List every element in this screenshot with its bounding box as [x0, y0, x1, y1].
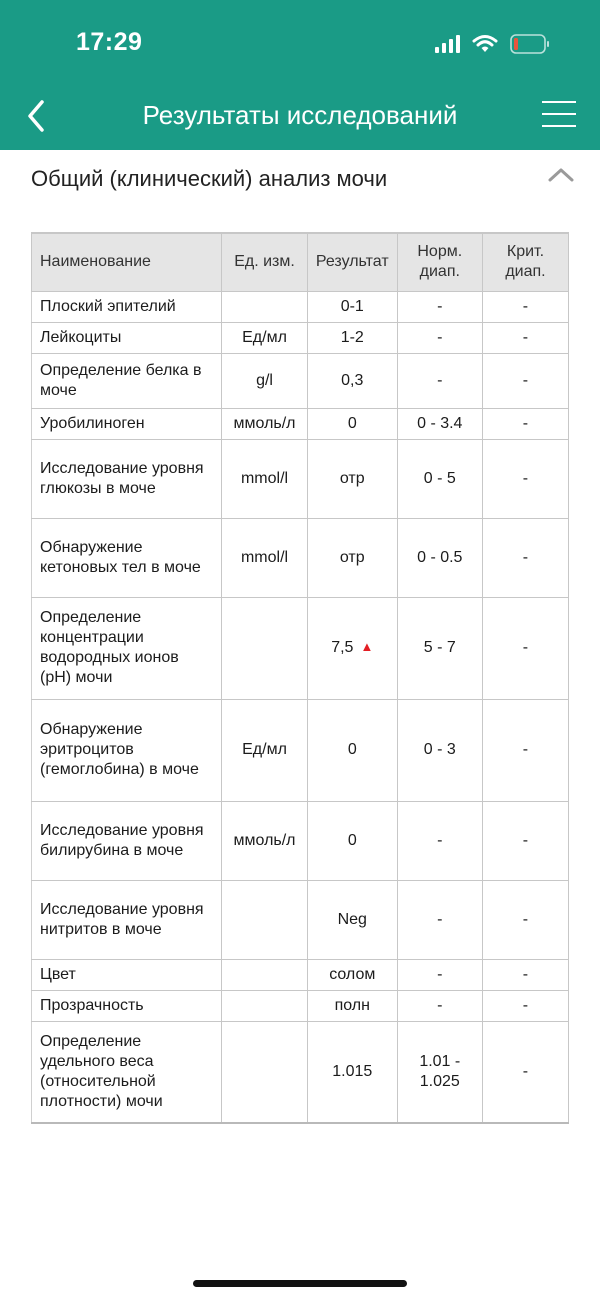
row-norm-range: -	[397, 959, 482, 990]
hamburger-menu-icon	[542, 101, 576, 103]
chevron-up-icon	[546, 164, 576, 186]
page-title: Результаты исследований	[142, 100, 458, 130]
row-name: Уробилиноген	[32, 408, 222, 439]
table-row	[32, 597, 569, 699]
table-row	[32, 880, 569, 959]
row-crit-range: -	[482, 597, 568, 699]
row-unit: mmol/l	[222, 439, 308, 518]
row-crit-range: -	[482, 408, 568, 439]
home-indicator[interactable]	[193, 1280, 407, 1287]
table-row	[32, 408, 569, 439]
row-norm-range: -	[397, 801, 482, 880]
column-header-crit-range: Крит. диап.	[482, 233, 568, 291]
row-name: Исследование уровня билирубина в моче	[32, 801, 222, 880]
row-crit-range: -	[482, 518, 568, 597]
table-row	[32, 439, 569, 518]
triangle-up-icon: ▲	[360, 639, 374, 654]
row-result: 0	[307, 408, 397, 439]
row-crit-range: -	[482, 990, 568, 1021]
row-norm-range: 1.01 - 1.025	[397, 1021, 482, 1123]
row-name: Исследование уровня глюкозы в моче	[32, 439, 222, 518]
table-row	[32, 518, 569, 597]
row-name: Определение концентрации водородных ионов (pH) мочи	[32, 597, 222, 699]
column-header-unit: Ед. изм.	[222, 233, 308, 291]
row-unit: mmol/l	[222, 518, 308, 597]
row-result: отр	[307, 518, 397, 597]
column-header-result: Результат	[307, 233, 397, 291]
row-name: Плоский эпителий	[32, 291, 222, 322]
row-unit	[222, 291, 308, 322]
table-row	[32, 291, 569, 322]
row-unit	[222, 1021, 308, 1123]
row-crit-range: -	[482, 322, 568, 353]
row-crit-range: -	[482, 801, 568, 880]
row-name: Лейкоциты	[32, 322, 222, 353]
cellular-signal-icon	[435, 35, 460, 53]
row-unit	[222, 990, 308, 1021]
section-title: Общий (клинический) анализ мочи	[31, 166, 388, 191]
row-crit-range: -	[482, 1021, 568, 1123]
row-norm-range: -	[397, 291, 482, 322]
row-norm-range: -	[397, 990, 482, 1021]
row-result: 0-1	[307, 291, 397, 322]
row-name: Обнаружение эритроцитов (гемоглобина) в моче	[32, 699, 222, 801]
table-row	[32, 801, 569, 880]
table-row	[32, 990, 569, 1021]
row-crit-range: -	[482, 353, 568, 408]
row-crit-range: -	[482, 959, 568, 990]
row-crit-range: -	[482, 439, 568, 518]
row-norm-range: 0 - 5	[397, 439, 482, 518]
row-result: 0	[307, 699, 397, 801]
row-unit: ммоль/л	[222, 801, 308, 880]
row-norm-range: 0 - 3	[397, 699, 482, 801]
row-result: 7,5	[331, 639, 354, 656]
row-result: 0	[307, 801, 397, 880]
row-norm-range: -	[397, 880, 482, 959]
collapse-button[interactable]	[546, 164, 576, 186]
menu-button[interactable]	[542, 101, 576, 127]
row-result: полн	[307, 990, 397, 1021]
status-time: 17:29	[76, 28, 143, 56]
column-header-norm-range: Норм. диап.	[397, 233, 482, 291]
row-norm-range: -	[397, 353, 482, 408]
table-row	[32, 959, 569, 990]
row-unit: Ед/мл	[222, 699, 308, 801]
column-header-name: Наименование	[32, 233, 222, 291]
row-result: Neg	[307, 880, 397, 959]
app-header	[0, 0, 600, 150]
row-name: Цвет	[32, 959, 222, 990]
row-unit	[222, 880, 308, 959]
table-row	[32, 322, 569, 353]
row-unit: g/l	[222, 353, 308, 408]
row-unit: Ед/мл	[222, 322, 308, 353]
row-name: Определение удельного веса (относительной плотности) мочи	[32, 1021, 222, 1123]
row-name: Определение белка в моче	[32, 353, 222, 408]
row-norm-range: 5 - 7	[397, 597, 482, 699]
results-table	[31, 232, 569, 1124]
row-result: 0,3	[307, 353, 397, 408]
row-result: 1-2	[307, 322, 397, 353]
row-result: отр	[307, 439, 397, 518]
row-result: солом	[307, 959, 397, 990]
row-unit: ммоль/л	[222, 408, 308, 439]
row-name: Прозрачность	[32, 990, 222, 1021]
row-name: Обнаружение кетоновых тел в моче	[32, 518, 222, 597]
wifi-icon	[472, 34, 498, 54]
row-crit-range: -	[482, 880, 568, 959]
row-unit	[222, 959, 308, 990]
row-result: 1.015	[307, 1021, 397, 1123]
battery-icon	[510, 33, 550, 55]
row-norm-range: -	[397, 322, 482, 353]
status-icons	[435, 32, 550, 56]
table-row	[32, 1021, 569, 1123]
table-row	[32, 699, 569, 801]
table-row	[32, 353, 569, 408]
row-crit-range: -	[482, 291, 568, 322]
row-norm-range: 0 - 3.4	[397, 408, 482, 439]
row-result-cell	[307, 597, 397, 699]
row-unit	[222, 597, 308, 699]
row-norm-range: 0 - 0.5	[397, 518, 482, 597]
row-crit-range: -	[482, 699, 568, 801]
row-name: Исследование уровня нитритов в моче	[32, 880, 222, 959]
table-header-row	[32, 233, 569, 291]
